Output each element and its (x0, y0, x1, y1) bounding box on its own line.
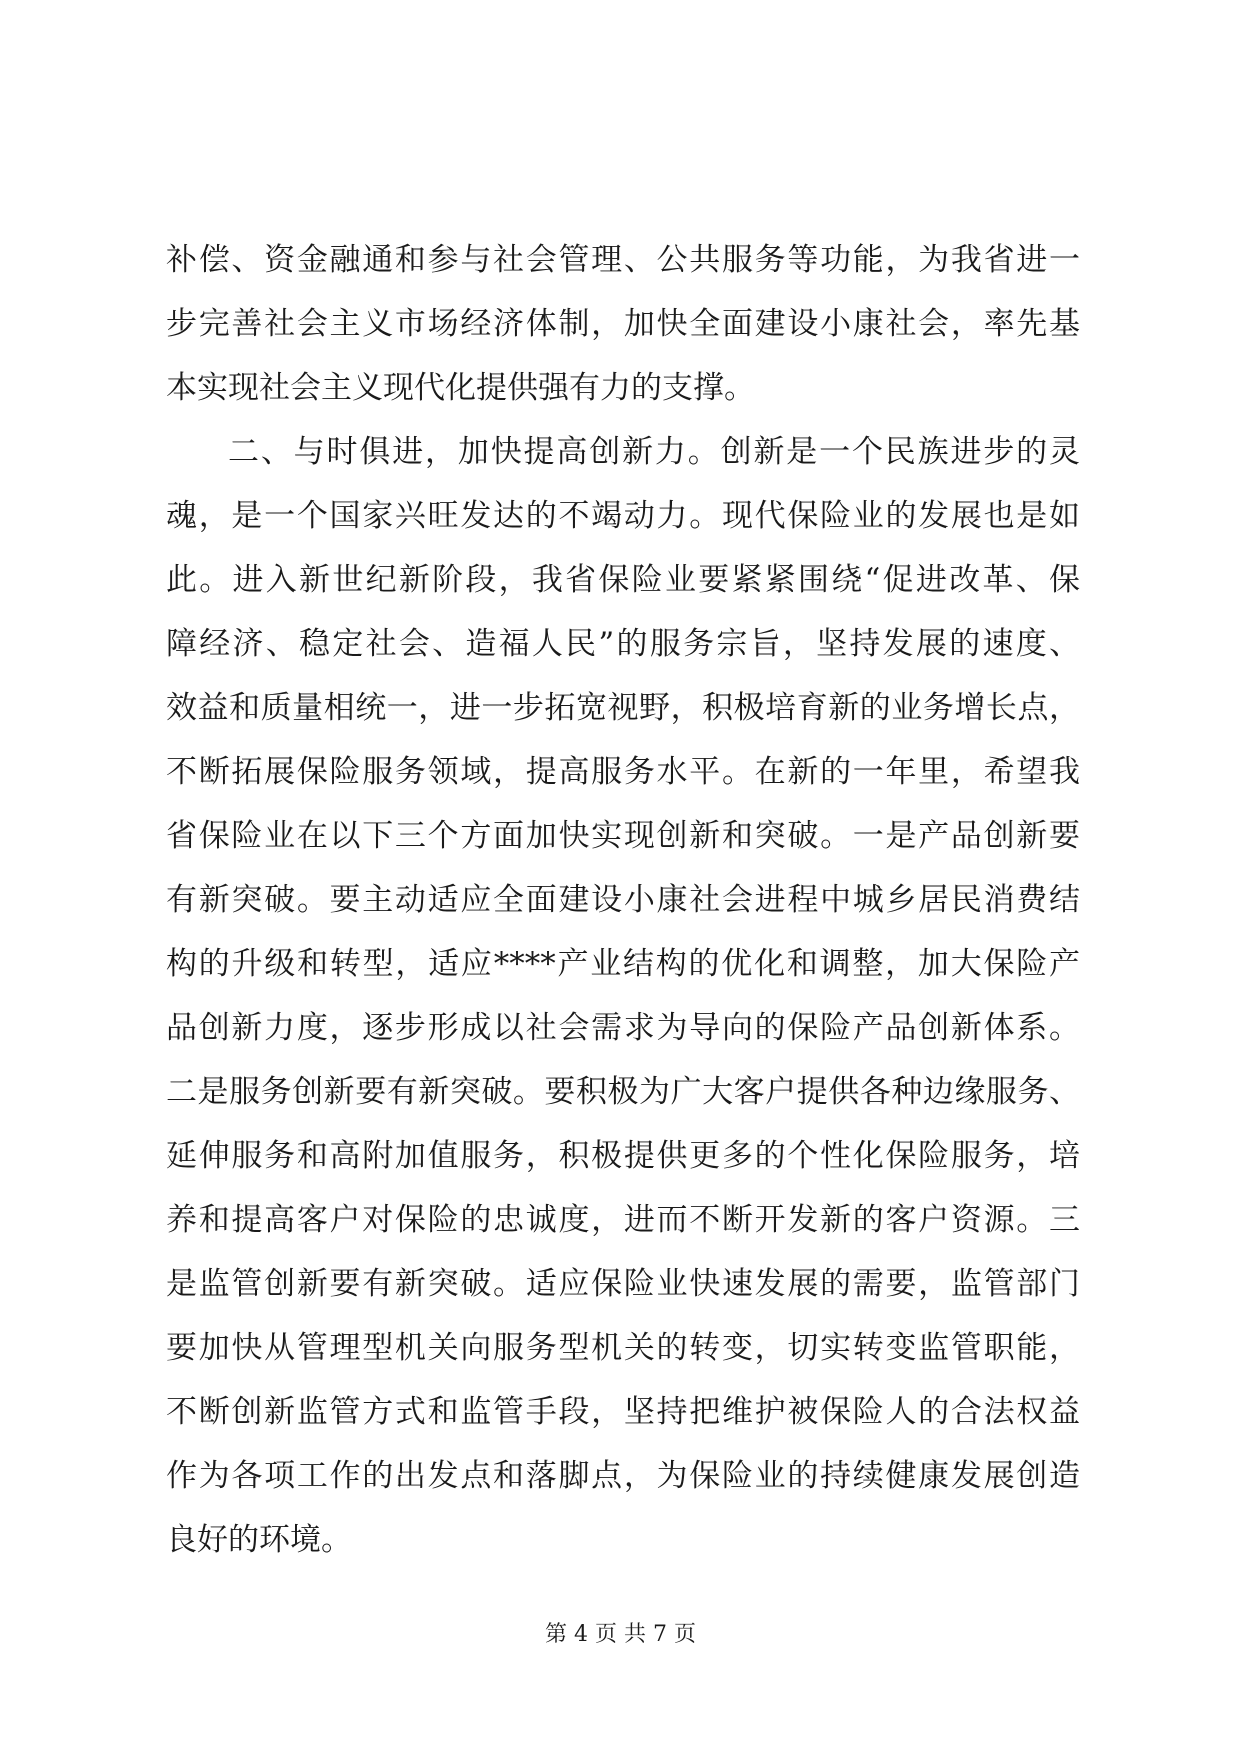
text-line: 是监管创新要有新突破。适应保险业快速发展的需要，监管部门 (166, 1266, 1080, 1302)
page-number-footer: 第 4 页 共 7 页 (545, 1622, 696, 1647)
text-line: 补偿、资金融通和参与社会管理、公共服务等功能，为我省进一 (166, 242, 1080, 278)
text-line: 此。进入新世纪新阶段，我省保险业要紧紧围绕“促进改革、保 (166, 562, 1080, 598)
text-line: 作为各项工作的出发点和落脚点，为保险业的持续健康发展创造 (166, 1458, 1080, 1494)
text-line: 二是服务创新要有新突破。要积极为广大客户提供各种边缘服务、 (166, 1074, 1080, 1110)
text-line: 二、与时俱进，加快提高创新力。创新是一个民族进步的灵 (228, 434, 1080, 470)
text-line: 本实现社会主义现代化提供强有力的支撑。 (166, 370, 755, 406)
text-line: 步完善社会主义市场经济体制，加快全面建设小康社会，率先基 (166, 306, 1080, 342)
text-line: 省保险业在以下三个方面加快实现创新和突破。一是产品创新要 (166, 818, 1080, 854)
text-line: 障经济、稳定社会、造福人民”的服务宗旨，坚持发展的速度、 (166, 626, 1080, 662)
text-line: 效益和质量相统一，进一步拓宽视野，积极培育新的业务增长点， (166, 690, 1080, 726)
text-line: 养和提高客户对保险的忠诚度，进而不断开发新的客户资源。三 (166, 1202, 1080, 1238)
body-text (166, 228, 1080, 1572)
text-line: 不断拓展保险服务领域，提高服务水平。在新的一年里，希望我 (166, 754, 1080, 790)
text-line: 不断创新监管方式和监管手段，坚持把维护被保险人的合法权益 (166, 1394, 1080, 1430)
text-line: 良好的环境。 (166, 1522, 352, 1558)
paragraph-1 (166, 228, 1080, 420)
text-line: 延伸服务和高附加值服务，积极提供更多的个性化保险服务，培 (166, 1138, 1080, 1174)
text-line: 要加快从管理型机关向服务型机关的转变，切实转变监管职能， (166, 1330, 1080, 1366)
paragraph-2 (166, 420, 1080, 1572)
text-line: 魂，是一个国家兴旺发达的不竭动力。现代保险业的发展也是如 (166, 498, 1080, 534)
text-line: 有新突破。要主动适应全面建设小康社会进程中城乡居民消费结 (166, 882, 1080, 918)
text-line: 构的升级和转型，适应****产业结构的优化和调整，加大保险产 (166, 946, 1080, 982)
text-line: 品创新力度，逐步形成以社会需求为导向的保险产品创新体系。 (166, 1010, 1080, 1046)
